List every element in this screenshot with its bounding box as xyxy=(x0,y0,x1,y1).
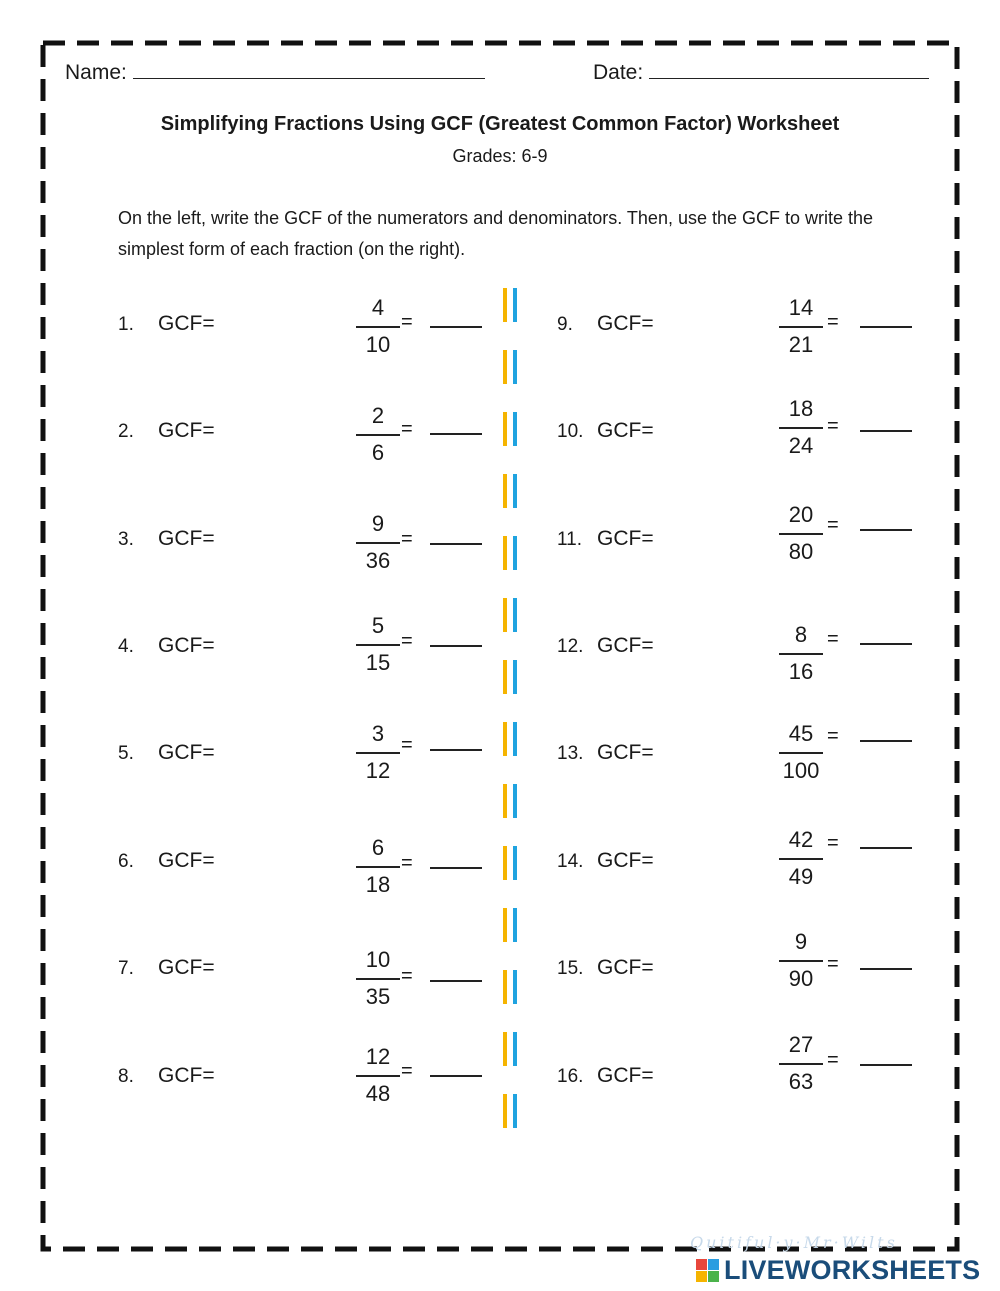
divider-mark xyxy=(503,350,519,384)
equals-sign: = xyxy=(827,953,839,975)
numerator: 20 xyxy=(788,502,814,527)
denominator: 90 xyxy=(788,966,814,991)
divider-mark xyxy=(503,970,519,1004)
fraction-bar xyxy=(356,1075,400,1077)
divider-mark xyxy=(503,784,519,818)
fraction xyxy=(771,294,831,359)
numerator: 27 xyxy=(788,1032,814,1057)
signature-watermark: Quitiful·y·Mr·Wilts xyxy=(690,1233,898,1252)
divider-mark xyxy=(503,722,519,756)
instructions: On the left, write the GCF of the numerators and denominators. Then, use the GCF to write the simplest form of each fraction (on the right). xyxy=(118,208,874,259)
fraction xyxy=(771,621,831,686)
numerator: 12 xyxy=(365,1044,391,1069)
liveworksheets-brand xyxy=(696,1255,980,1286)
denominator: 15 xyxy=(365,650,391,675)
brand-name: LIVEWORKSHEETS xyxy=(724,1255,981,1285)
problem-label xyxy=(557,741,654,765)
problem-label xyxy=(557,849,654,873)
denominator: 18 xyxy=(365,872,391,897)
divider-mark xyxy=(503,1094,519,1128)
numerator: 4 xyxy=(371,295,385,320)
fraction xyxy=(771,928,831,993)
date-field xyxy=(593,58,929,85)
denominator: 6 xyxy=(371,440,385,465)
gcf-label: GCF= xyxy=(158,849,215,872)
problem-number: 4. xyxy=(118,636,134,657)
answer-blank[interactable] xyxy=(860,643,912,645)
problem-label xyxy=(118,956,215,980)
divider-mark xyxy=(503,536,519,570)
problem-number: 9. xyxy=(557,314,573,335)
fraction-bar xyxy=(356,978,400,980)
divider-bar-blue xyxy=(513,598,517,632)
problem-number: 7. xyxy=(118,958,134,979)
problem-label xyxy=(557,312,654,336)
name-blank[interactable] xyxy=(133,58,485,79)
fraction-bar xyxy=(356,326,400,328)
divider-bar-yellow xyxy=(503,598,507,632)
divider-mark xyxy=(503,474,519,508)
problem-label xyxy=(557,419,654,443)
name-field xyxy=(65,58,485,85)
equals-sign: = xyxy=(827,628,839,650)
divider-bar-blue xyxy=(513,846,517,880)
worksheet-title: Simplifying Fractions Using GCF (Greatest Common Factor) Worksheet xyxy=(160,113,840,135)
numerator: 8 xyxy=(794,622,808,647)
denominator: 36 xyxy=(365,548,391,573)
equals-sign: = xyxy=(401,734,413,756)
denominator: 63 xyxy=(788,1069,814,1094)
divider-bar-yellow xyxy=(503,784,507,818)
answer-blank[interactable] xyxy=(430,1075,482,1077)
gcf-label: GCF= xyxy=(597,634,654,657)
divider-mark xyxy=(503,846,519,880)
problem-number: 3. xyxy=(118,529,134,550)
fraction xyxy=(348,834,408,899)
problem-number: 12. xyxy=(557,636,584,657)
gcf-label: GCF= xyxy=(597,527,654,550)
numerator: 3 xyxy=(371,721,385,746)
gcf-label: GCF= xyxy=(158,634,215,657)
denominator: 49 xyxy=(788,864,814,889)
divider-bar-blue xyxy=(513,908,517,942)
numerator: 9 xyxy=(794,929,808,954)
divider-mark xyxy=(503,598,519,632)
divider-bar-blue xyxy=(513,536,517,570)
fraction-bar xyxy=(779,1063,823,1065)
fraction-bar xyxy=(779,427,823,429)
problem-label xyxy=(118,312,215,336)
equals-sign: = xyxy=(827,725,839,747)
liveworksheets-logo-icon xyxy=(696,1259,720,1283)
answer-blank[interactable] xyxy=(430,645,482,647)
gcf-label: GCF= xyxy=(597,1064,654,1087)
fraction xyxy=(348,294,408,359)
answer-blank[interactable] xyxy=(860,847,912,849)
problem-label xyxy=(118,527,215,551)
problem-number: 6. xyxy=(118,851,134,872)
fraction-bar xyxy=(779,533,823,535)
divider-bar-blue xyxy=(513,350,517,384)
divider-bar-yellow xyxy=(503,474,507,508)
equals-sign: = xyxy=(401,418,413,440)
equals-sign: = xyxy=(827,832,839,854)
divider-bar-yellow xyxy=(503,536,507,570)
equals-sign: = xyxy=(827,514,839,536)
fraction-bar xyxy=(356,644,400,646)
fraction-bar xyxy=(356,752,400,754)
numerator: 18 xyxy=(788,396,814,421)
fraction-bar xyxy=(779,858,823,860)
fraction xyxy=(771,1031,831,1096)
numerator: 42 xyxy=(788,827,814,852)
problem-number: 1. xyxy=(118,314,134,335)
divider-mark xyxy=(503,288,519,322)
fraction-bar xyxy=(779,326,823,328)
fraction xyxy=(348,1043,408,1108)
fraction-bar xyxy=(779,752,823,754)
problem-number: 10. xyxy=(557,421,584,442)
divider-bar-blue xyxy=(513,784,517,818)
answer-blank[interactable] xyxy=(430,980,482,982)
numerator: 6 xyxy=(371,835,385,860)
answer-blank[interactable] xyxy=(430,867,482,869)
divider-bar-blue xyxy=(513,660,517,694)
denominator: 21 xyxy=(788,332,814,357)
problem-label xyxy=(118,634,215,658)
divider-bar-yellow xyxy=(503,970,507,1004)
divider-mark xyxy=(503,1032,519,1066)
equals-sign: = xyxy=(827,415,839,437)
fraction xyxy=(348,402,408,467)
answer-blank[interactable] xyxy=(430,433,482,435)
problem-number: 11. xyxy=(557,529,583,550)
numerator: 2 xyxy=(371,403,385,428)
denominator: 80 xyxy=(788,539,814,564)
gcf-label: GCF= xyxy=(597,849,654,872)
answer-blank[interactable] xyxy=(430,749,482,751)
answer-blank[interactable] xyxy=(860,529,912,531)
divider-bar-yellow xyxy=(503,908,507,942)
numerator: 45 xyxy=(788,721,814,746)
fraction-bar xyxy=(356,434,400,436)
name-label: Name: xyxy=(65,61,127,84)
denominator: 10 xyxy=(365,332,391,357)
problem-number: 2. xyxy=(118,421,134,442)
fraction xyxy=(771,501,831,566)
fraction xyxy=(348,612,408,677)
equals-sign: = xyxy=(401,1060,413,1082)
fraction-bar xyxy=(356,542,400,544)
gcf-label: GCF= xyxy=(158,741,215,764)
gcf-label: GCF= xyxy=(158,419,215,442)
fraction xyxy=(348,510,408,575)
answer-blank[interactable] xyxy=(860,968,912,970)
problem-number: 14. xyxy=(557,851,584,872)
problem-number: 15. xyxy=(557,958,584,979)
date-label: Date: xyxy=(593,61,644,84)
equals-sign: = xyxy=(401,311,413,333)
denominator: 48 xyxy=(365,1081,391,1106)
divider-bar-yellow xyxy=(503,1094,507,1128)
numerator: 9 xyxy=(371,511,385,536)
denominator: 24 xyxy=(788,433,814,458)
numerator: 10 xyxy=(365,947,391,972)
problem-label xyxy=(118,1064,215,1088)
denominator: 12 xyxy=(365,758,391,783)
answer-blank[interactable] xyxy=(860,326,912,328)
divider-bar-yellow xyxy=(503,350,507,384)
divider-bar-blue xyxy=(513,722,517,756)
answer-blank[interactable] xyxy=(860,430,912,432)
equals-sign: = xyxy=(401,852,413,874)
divider-bar-yellow xyxy=(503,722,507,756)
equals-sign: = xyxy=(827,1049,839,1071)
gcf-label: GCF= xyxy=(597,956,654,979)
problem-number: 5. xyxy=(118,743,134,764)
answer-blank[interactable] xyxy=(430,326,482,328)
answer-blank[interactable] xyxy=(430,543,482,545)
problem-number: 13. xyxy=(557,743,584,764)
problem-label xyxy=(118,419,215,443)
fraction-bar xyxy=(779,960,823,962)
fraction xyxy=(771,395,831,460)
equals-sign: = xyxy=(401,965,413,987)
divider-bar-blue xyxy=(513,970,517,1004)
divider-bar-yellow xyxy=(503,846,507,880)
divider-bar-yellow xyxy=(503,660,507,694)
equals-sign: = xyxy=(827,311,839,333)
problem-label xyxy=(557,1064,654,1088)
equals-sign: = xyxy=(401,528,413,550)
divider-bar-yellow xyxy=(503,1032,507,1066)
gcf-label: GCF= xyxy=(158,312,215,335)
divider-bar-blue xyxy=(513,474,517,508)
problem-label xyxy=(557,527,654,551)
problem-label xyxy=(118,741,215,765)
answer-blank[interactable] xyxy=(860,740,912,742)
divider-mark xyxy=(503,908,519,942)
numerator: 14 xyxy=(788,295,814,320)
gcf-label: GCF= xyxy=(597,312,654,335)
answer-blank[interactable] xyxy=(860,1064,912,1066)
fraction-bar xyxy=(779,653,823,655)
fraction xyxy=(771,826,831,891)
gcf-label: GCF= xyxy=(158,956,215,979)
denominator: 35 xyxy=(365,984,391,1009)
divider-bar-blue xyxy=(513,1032,517,1066)
date-blank[interactable] xyxy=(649,58,929,79)
gcf-label: GCF= xyxy=(597,741,654,764)
numerator: 5 xyxy=(371,613,385,638)
divider-bar-blue xyxy=(513,288,517,322)
gcf-label: GCF= xyxy=(158,527,215,550)
fraction xyxy=(348,946,408,1011)
fraction xyxy=(771,720,831,785)
problem-number: 8. xyxy=(118,1066,134,1087)
problem-label xyxy=(118,849,215,873)
problem-label xyxy=(557,634,654,658)
divider-bar-blue xyxy=(513,1094,517,1128)
divider-bar-blue xyxy=(513,412,517,446)
gcf-label: GCF= xyxy=(158,1064,215,1087)
denominator: 100 xyxy=(782,758,820,783)
divider-mark xyxy=(503,660,519,694)
divider-mark xyxy=(503,412,519,446)
divider-bar-yellow xyxy=(503,412,507,446)
problem-number: 16. xyxy=(557,1066,584,1087)
grades-label: Grades: 6-9 xyxy=(452,146,548,166)
divider-bar-yellow xyxy=(503,288,507,322)
fraction xyxy=(348,720,408,785)
gcf-label: GCF= xyxy=(597,419,654,442)
equals-sign: = xyxy=(401,630,413,652)
fraction-bar xyxy=(356,866,400,868)
denominator: 16 xyxy=(788,659,814,684)
problem-label xyxy=(557,956,654,980)
